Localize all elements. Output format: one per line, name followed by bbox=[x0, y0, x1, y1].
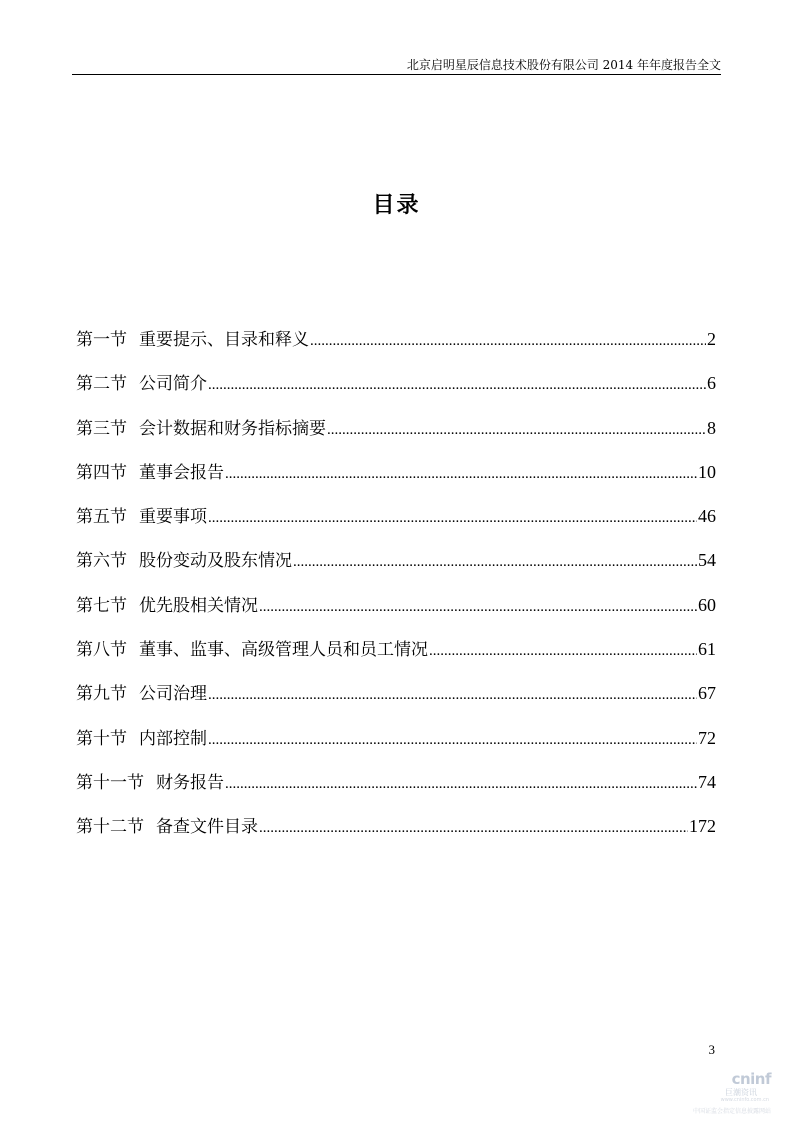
toc-entry-title: 优先股相关情况 bbox=[139, 595, 258, 616]
toc-entry-title: 会计数据和财务指标摘要 bbox=[139, 418, 326, 439]
toc-entry[interactable] bbox=[76, 679, 716, 723]
toc-entry-title: 重要事项 bbox=[139, 507, 207, 528]
toc-entry[interactable] bbox=[76, 325, 716, 369]
toc-leader-dots bbox=[327, 422, 706, 439]
toc-page-number: 46 bbox=[698, 506, 716, 527]
toc-section: 第一节 bbox=[76, 330, 127, 350]
page-header bbox=[72, 54, 721, 75]
toc-entry[interactable] bbox=[76, 591, 716, 635]
header-text: 北京启明星辰信息技术股份有限公司 2014 年年度报告全文 bbox=[406, 58, 721, 72]
toc-section: 第十一节 bbox=[76, 772, 144, 793]
toc-leader-dots bbox=[208, 377, 706, 394]
toc-page-number: 10 bbox=[698, 461, 716, 482]
watermark-logo: cninf bbox=[731, 1070, 771, 1088]
toc-entry-title: 重要提示、目录和释义 bbox=[139, 330, 309, 350]
toc-section: 第四节 bbox=[76, 462, 127, 483]
toc-leader-dots bbox=[208, 510, 697, 527]
watermark-url: www.cninfo.com.cn bbox=[720, 1097, 769, 1103]
toc-leader-dots bbox=[293, 554, 697, 571]
toc-page-number: 2 bbox=[707, 329, 716, 349]
toc-page-number: 61 bbox=[698, 639, 716, 660]
toc-entry[interactable] bbox=[76, 414, 716, 458]
toc-section: 第七节 bbox=[76, 595, 127, 616]
toc-title: 目录 bbox=[372, 193, 421, 218]
watermark-subtitle: 巨潮资讯 bbox=[725, 1088, 757, 1097]
toc-section: 第三节 bbox=[76, 418, 127, 439]
toc-entry[interactable] bbox=[76, 812, 716, 856]
toc-entry[interactable] bbox=[76, 546, 716, 590]
toc-entry[interactable] bbox=[76, 502, 716, 546]
toc-entry-title: 内部控制 bbox=[139, 728, 207, 749]
table-of-contents bbox=[76, 325, 716, 857]
toc-leader-dots bbox=[259, 820, 688, 837]
toc-entry[interactable] bbox=[76, 724, 716, 768]
toc-section: 第六节 bbox=[76, 551, 127, 572]
toc-page-number: 172 bbox=[689, 816, 716, 837]
toc-entry[interactable] bbox=[76, 458, 716, 502]
cninfo-watermark bbox=[681, 1070, 771, 1116]
toc-leader-dots bbox=[208, 732, 697, 749]
toc-page-number: 8 bbox=[707, 417, 716, 438]
toc-section: 第十二节 bbox=[76, 817, 144, 838]
page-number: 3 bbox=[708, 1042, 715, 1057]
toc-entry-title: 董事会报告 bbox=[139, 462, 224, 483]
toc-page-number: 74 bbox=[698, 771, 716, 792]
toc-section: 第十节 bbox=[76, 728, 127, 749]
toc-page-number: 67 bbox=[698, 683, 716, 704]
watermark-tagline: 中国证监会指定信息披露网站 bbox=[692, 1108, 771, 1115]
toc-entry[interactable] bbox=[76, 369, 716, 413]
toc-entry-title: 公司简介 bbox=[139, 374, 207, 395]
toc-leader-dots bbox=[429, 643, 697, 660]
toc-section: 第二节 bbox=[76, 374, 127, 395]
toc-leader-dots bbox=[259, 599, 697, 616]
toc-entry-title: 备查文件目录 bbox=[156, 817, 258, 838]
toc-page-number: 6 bbox=[707, 373, 716, 394]
toc-entry[interactable] bbox=[76, 768, 716, 812]
toc-entry-title: 财务报告 bbox=[156, 772, 224, 793]
toc-leader-dots bbox=[310, 333, 706, 350]
toc-section: 第九节 bbox=[76, 684, 127, 705]
toc-section: 第五节 bbox=[76, 507, 127, 528]
toc-section: 第八节 bbox=[76, 640, 127, 661]
toc-page-number: 72 bbox=[698, 727, 716, 748]
toc-leader-dots bbox=[225, 466, 697, 483]
toc-entry-title: 股份变动及股东情况 bbox=[139, 551, 292, 572]
toc-entry-title: 公司治理 bbox=[139, 684, 207, 705]
toc-page-number: 60 bbox=[698, 594, 716, 615]
toc-page-number: 54 bbox=[698, 550, 716, 571]
toc-leader-dots bbox=[225, 776, 697, 793]
toc-entry[interactable] bbox=[76, 635, 716, 679]
toc-leader-dots bbox=[208, 687, 697, 704]
toc-entry-title: 董事、监事、高级管理人员和员工情况 bbox=[139, 640, 428, 661]
